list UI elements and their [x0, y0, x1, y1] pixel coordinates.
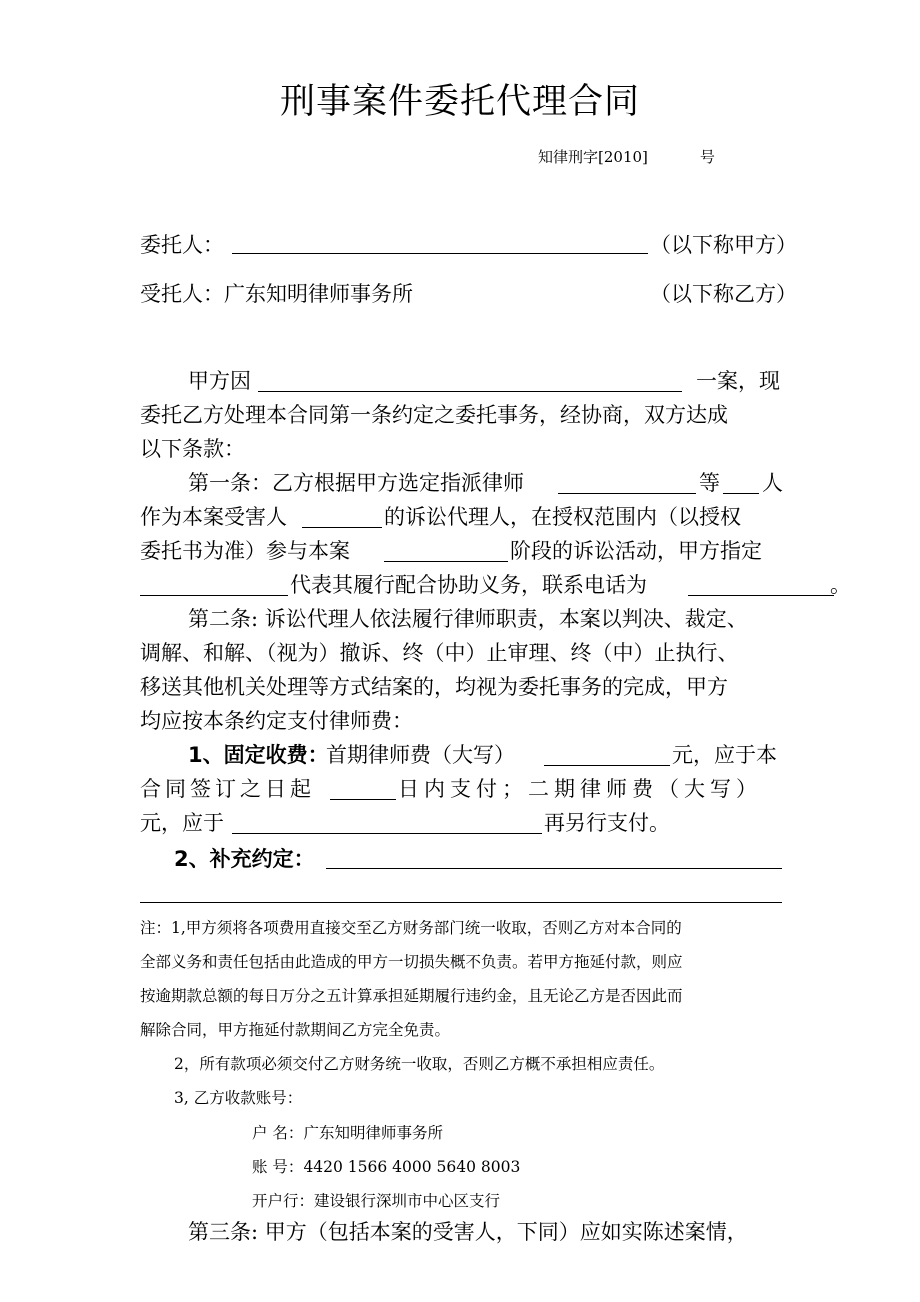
fixed-fee-line2b: 日内支付；二期律师费（大写）	[398, 777, 762, 801]
account-number-row	[252, 1155, 520, 1177]
article1-line2a: 作为本案受害人	[140, 505, 287, 529]
bank-label: 开户行：	[252, 1192, 315, 1210]
document-number	[538, 146, 715, 167]
article3-line1: 第三条: 甲方（包括本案的受害人，下同）应如实陈述案情，	[188, 1220, 748, 1244]
intro-line3: 以下条款：	[140, 437, 245, 461]
case-name-blank[interactable]	[258, 391, 682, 392]
note1-line2: 全部义务和责任包括由此造成的甲方一切损失概不负责。若甲方拖延付款，则应	[140, 953, 683, 971]
article1-line3b: 阶段的诉讼活动，甲方指定	[510, 539, 762, 563]
fixed-fee-label: 1、固定收费：	[188, 743, 329, 767]
stage-blank[interactable]	[384, 561, 508, 562]
article1-line4b: 。	[830, 573, 851, 597]
note1-line3: 按逾期款总额的每日万分之五计算承担延期履行违约金，且无论乙方是否因此而	[140, 987, 683, 1005]
lawyer-name-blank[interactable]	[558, 493, 696, 494]
supplement-label: 2、补充约定：	[174, 847, 315, 871]
fixed-fee-line2a: 合同签订之日起	[140, 777, 315, 801]
note1-line4: 解除合同，甲方拖延付款期间乙方完全免责。	[140, 1021, 451, 1039]
document-number-prefix: 知律刑字[2010]	[538, 148, 648, 166]
article1-line4a: 代表其履行配合协助义务，联系电话为	[290, 573, 647, 597]
agent-suffix: （以下称乙方）	[650, 282, 797, 306]
first-fee-blank[interactable]	[544, 765, 670, 766]
note1-line1: 注：1,甲方须将各项费用直接交至乙方财务部门统一收取，否则乙方对本合同的	[140, 919, 682, 937]
article1-line1b: 等	[699, 471, 720, 495]
article1-line1a: 第一条：乙方根据甲方选定指派律师	[188, 471, 524, 495]
article1-line3a: 委托书为准）参与本案	[140, 539, 350, 563]
article2-line1: 第二条: 诉讼代理人依法履行律师职责，本案以判决、裁定、	[188, 607, 748, 631]
document-title: 刑事案件委托代理合同	[279, 82, 640, 122]
fixed-fee-line1a: 首期律师费（大写）	[326, 743, 515, 767]
article1-line1c: 人	[762, 471, 783, 495]
phone-blank[interactable]	[688, 595, 834, 596]
bank-row	[252, 1189, 500, 1211]
account-number-label: 账 号：	[252, 1158, 304, 1176]
intro-line1-start: 甲方因	[188, 369, 251, 393]
fixed-fee-line3a: 元，应于	[140, 811, 224, 835]
fixed-fee-line3b: 再另行支付。	[544, 811, 670, 835]
article2-line4: 均应按本条约定支付律师费：	[140, 709, 413, 733]
supplement-blank-line1[interactable]	[326, 868, 782, 869]
agent-label: 受托人：广东知明律师事务所	[140, 282, 413, 306]
supplement-blank-line2[interactable]	[140, 902, 782, 903]
article2-line3: 移送其他机关处理等方式结案的，均视为委托事务的完成，甲方	[140, 675, 728, 699]
account-name-value: 广东知明律师事务所	[303, 1124, 443, 1142]
note2: 2，所有款项必须交付乙方财务统一收取，否则乙方概不承担相应责任。	[174, 1055, 665, 1073]
client-label: 委托人：	[140, 233, 224, 257]
document-number-suffix: 号	[699, 148, 715, 166]
victim-name-blank[interactable]	[302, 527, 382, 528]
fixed-fee-line1b: 元，应于本	[672, 743, 777, 767]
article2-line2: 调解、和解、（视为）撤诉、终（中）止审理、终（中）止执行、	[140, 641, 739, 665]
client-name-blank[interactable]	[232, 253, 648, 254]
intro-line1-end: 一案，现	[696, 369, 780, 393]
client-suffix: （以下称甲方）	[650, 233, 797, 257]
bank-value: 建设银行深圳市中心区支行	[314, 1192, 501, 1210]
representative-blank[interactable]	[140, 595, 288, 596]
second-fee-date-blank[interactable]	[232, 833, 542, 834]
intro-line2: 委托乙方处理本合同第一条约定之委托事务，经协商，双方达成	[140, 403, 728, 427]
account-number-value: 4420 1566 4000 5640 8003	[303, 1158, 521, 1176]
account-name-label: 户 名：	[252, 1124, 304, 1142]
lawyer-count-blank[interactable]	[723, 493, 759, 494]
article1-line2b: 的诉讼代理人，在授权范围内（以授权	[384, 505, 741, 529]
payment-days-blank[interactable]	[330, 799, 396, 800]
account-name-row	[252, 1121, 443, 1143]
note3: 3, 乙方收款账号：	[174, 1089, 303, 1107]
